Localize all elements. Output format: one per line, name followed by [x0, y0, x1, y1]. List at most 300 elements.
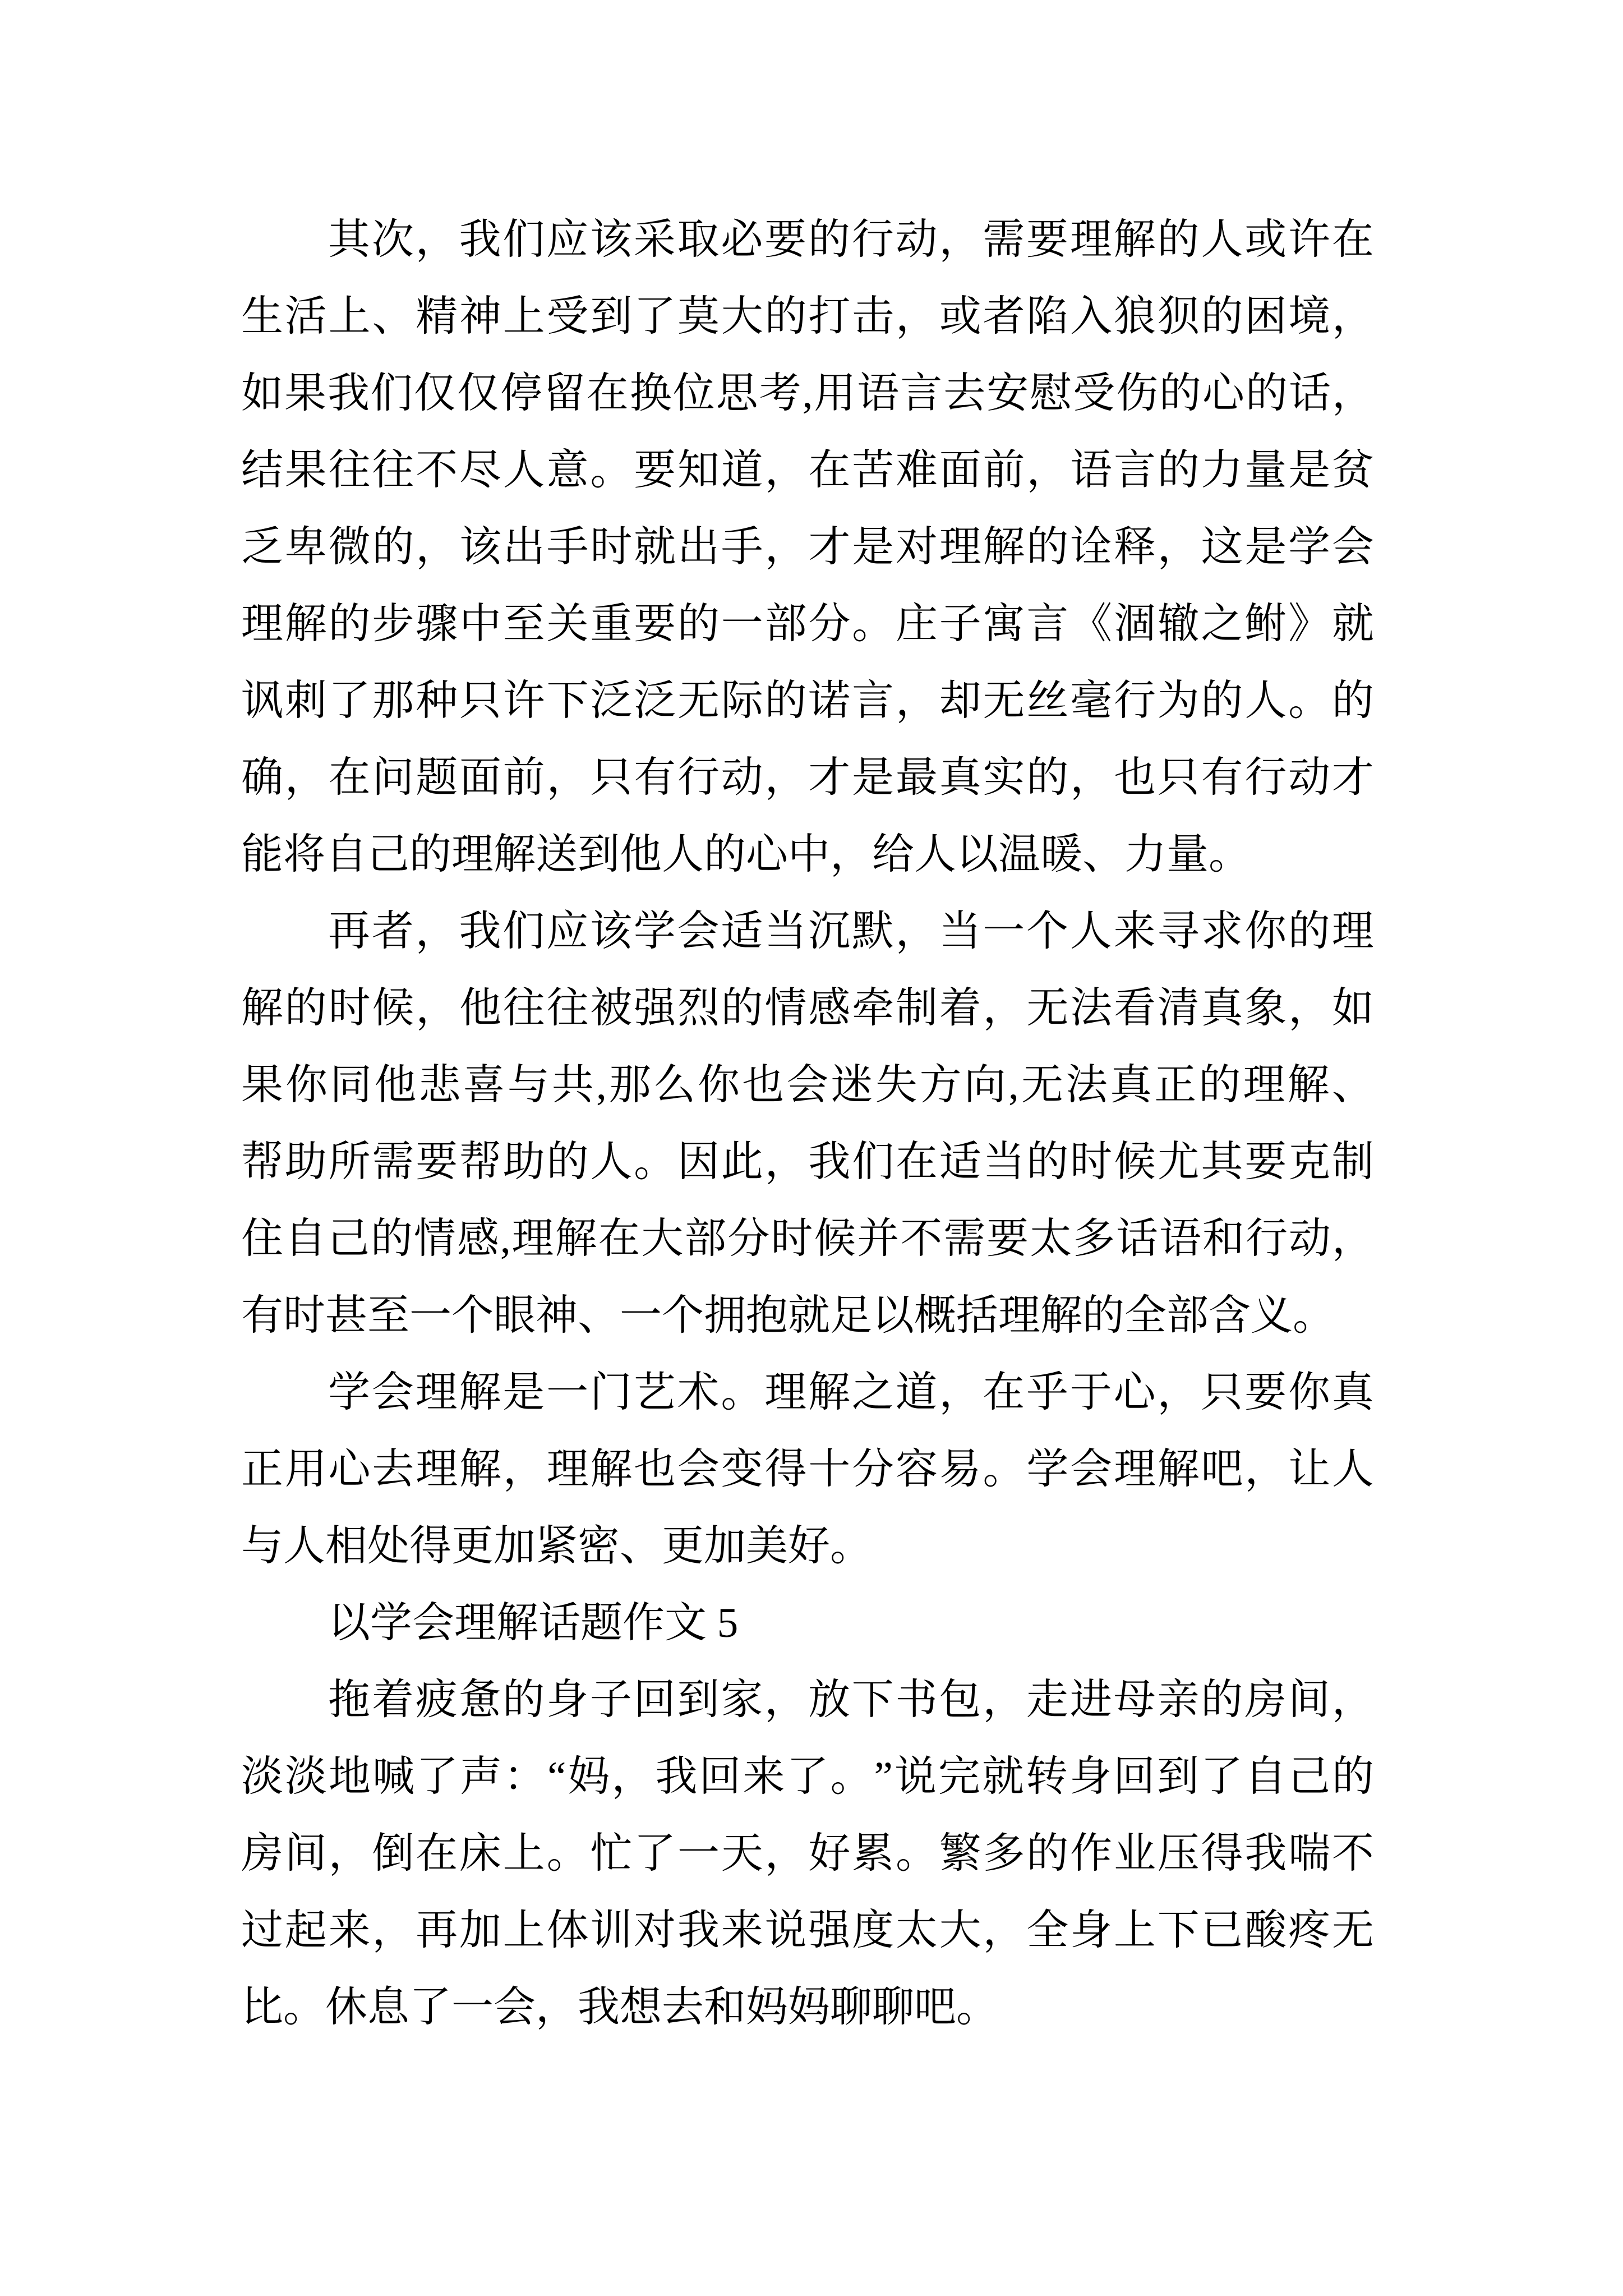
text-char: 在	[328, 754, 371, 801]
text-char: 行	[1245, 1216, 1288, 1262]
text-char: 法	[1070, 985, 1113, 1032]
text-char: 语	[1159, 1216, 1202, 1262]
text-char: ，	[1070, 754, 1113, 801]
text-char: 为	[1157, 678, 1200, 724]
text-char: 话	[1288, 370, 1331, 417]
text-char: 步	[372, 601, 414, 647]
text-char: 停	[500, 370, 542, 417]
text-char: 乏	[241, 524, 284, 570]
text-char: 该	[589, 908, 632, 955]
text-char: 太	[1030, 1216, 1072, 1262]
text-char: 会	[677, 1446, 720, 1493]
text-char: 伤	[1116, 370, 1159, 417]
text-char: 言	[852, 678, 895, 724]
text-char: 就	[981, 1754, 1024, 1800]
text-char: 的	[1026, 1139, 1069, 1185]
text-char: 情	[413, 1216, 456, 1262]
text-char: 当	[983, 1139, 1025, 1185]
text-char: 一	[721, 601, 763, 647]
text-char: 到	[1156, 1754, 1199, 1800]
text-char: 多	[983, 1830, 1025, 1877]
text-char: 解	[1287, 1062, 1330, 1108]
text-line	[241, 278, 1374, 355]
text-char: 理	[1113, 1446, 1156, 1493]
text-char: 的	[808, 217, 850, 263]
text-char: 天	[721, 1830, 763, 1877]
text-char: 言	[900, 370, 943, 417]
text-char: 身	[1070, 1907, 1113, 1954]
text-char: 再	[416, 1907, 458, 1954]
text-char: 用	[814, 370, 856, 417]
text-line	[241, 1738, 1374, 1815]
text-char: 该	[459, 524, 501, 570]
text-char: 人	[590, 1139, 633, 1185]
text-char: 转	[1025, 1754, 1068, 1800]
text-char: 寻	[1157, 908, 1200, 955]
text-char: 如	[241, 370, 284, 417]
text-char: ，	[983, 1677, 1025, 1723]
text-char: 人	[1244, 678, 1287, 724]
text-char: 到	[590, 293, 633, 340]
text-char: 的	[1201, 678, 1243, 724]
text-char: 么	[653, 1062, 695, 1108]
text-char: 至	[502, 601, 545, 647]
text-char: 你	[285, 1062, 328, 1108]
text-char: 是	[1244, 524, 1287, 570]
text-char: 助	[284, 1139, 327, 1185]
text-char: 道	[895, 1369, 938, 1416]
text-char: 的	[1201, 293, 1243, 340]
text-char: 帮	[241, 1139, 284, 1185]
text-char: 要	[764, 217, 807, 263]
text-char: 我	[677, 1907, 720, 1954]
text-char: 悲	[418, 1062, 461, 1108]
text-char: 在	[586, 370, 629, 417]
text-char: 要	[1026, 217, 1069, 263]
text-char: 精	[416, 293, 458, 340]
text-char: 下	[851, 1677, 894, 1723]
text-line	[241, 1047, 1374, 1124]
text-char: 人	[1069, 908, 1112, 955]
text-char: 真	[1110, 1062, 1152, 1108]
text-char: ，	[284, 754, 327, 801]
text-char: 无	[983, 678, 1025, 724]
text-char: ，	[372, 1907, 414, 1954]
text-char: “	[547, 1754, 566, 1800]
text-char: 动	[1288, 1216, 1331, 1262]
text-char: 来	[328, 1907, 371, 1954]
text-char: 才	[808, 524, 851, 570]
text-char: 的	[372, 524, 414, 570]
text-char: 在	[895, 1139, 938, 1185]
text-char: 受	[1073, 370, 1115, 417]
text-char: 果	[284, 447, 327, 494]
text-char: 实	[983, 754, 1025, 801]
text-char: 的	[1026, 754, 1069, 801]
text-char: 喜	[463, 1062, 505, 1108]
text-char: 要	[634, 601, 676, 647]
text-char: 往	[502, 985, 545, 1032]
text-char: 学	[328, 1369, 371, 1416]
text-char: 无	[677, 678, 720, 724]
text-char: 间	[1288, 1677, 1330, 1723]
text-char: 理	[1069, 217, 1112, 263]
text-char: 说	[764, 1907, 807, 1954]
text-char: 上	[502, 293, 545, 340]
text-line	[241, 509, 1374, 586]
text-char: 。	[590, 447, 633, 494]
text-char: ，	[764, 1677, 807, 1723]
text-char: 行	[1113, 678, 1156, 724]
text-char: 果	[284, 370, 326, 417]
text-char: 自	[1244, 1754, 1287, 1800]
text-char: 打	[808, 293, 851, 340]
text-char: 应	[546, 908, 589, 955]
text-char: ，	[983, 1907, 1025, 1954]
text-char: 需	[943, 1216, 986, 1262]
text-char: 行	[1244, 754, 1287, 801]
text-char: 你	[1244, 908, 1287, 955]
text-char: 淡	[285, 1754, 328, 1800]
text-char: 无	[1026, 985, 1069, 1032]
text-char: 十	[808, 1446, 851, 1493]
text-char: 法	[1065, 1062, 1108, 1108]
text-char: 清	[1157, 985, 1200, 1032]
text-line	[241, 1200, 1374, 1277]
text-char: 上	[502, 1907, 545, 1954]
text-char: 》	[1288, 601, 1331, 647]
text-char: 仅	[457, 370, 499, 417]
text-char: 往	[372, 447, 414, 494]
text-char: 、	[1331, 1062, 1374, 1108]
text-char: 身	[1069, 1754, 1112, 1800]
text-char: 贫	[1331, 447, 1374, 494]
text-char: 了	[786, 1754, 829, 1800]
text-char: 容	[895, 1446, 938, 1493]
text-char: 的	[502, 1677, 545, 1723]
text-char: 了	[416, 1754, 459, 1800]
text-char: 人	[502, 447, 545, 494]
text-char: 已	[1201, 1907, 1243, 1954]
text-char: 完	[938, 1754, 980, 1800]
text-char: 时	[328, 985, 371, 1032]
text-char: 者	[371, 908, 414, 955]
text-char: 的	[1288, 908, 1330, 955]
text-char: 的	[284, 985, 327, 1032]
text-char: 求	[1201, 908, 1243, 955]
text-char: 理	[939, 524, 981, 570]
text-char: 一	[546, 1369, 589, 1416]
text-char: 出	[502, 524, 545, 570]
text-line	[241, 1431, 1374, 1508]
text-char: 候	[814, 1216, 856, 1262]
text-char: 解	[1157, 1446, 1200, 1493]
text-char: 书	[895, 1677, 938, 1723]
text-char: 得	[1201, 1830, 1243, 1877]
text-char: 来	[743, 1754, 785, 1800]
text-char: 这	[1201, 524, 1243, 570]
text-char: ，	[416, 985, 458, 1032]
text-char: 释	[1113, 524, 1156, 570]
text-char: 大	[721, 293, 763, 340]
text-char: 生	[241, 293, 284, 340]
text-char: 多	[1073, 1216, 1115, 1262]
text-char: 地	[329, 1754, 371, 1800]
text-char: 当	[939, 908, 981, 955]
text-char: 苦	[852, 447, 895, 494]
text-char: 会	[1331, 524, 1374, 570]
text-char: 解	[459, 1369, 501, 1416]
text-char: 我	[327, 370, 370, 417]
text-char: 了	[634, 293, 676, 340]
text-char: 该	[589, 217, 632, 263]
text-char: 喘	[1288, 1830, 1331, 1877]
text-line: 以学会理解话题作文 5	[328, 1600, 739, 1646]
text-char: 困	[1244, 293, 1287, 340]
text-char: 无	[1331, 1907, 1374, 1954]
text-char: 作	[1070, 1830, 1113, 1877]
text-char: ,	[500, 1216, 511, 1262]
text-char: 候	[1113, 1139, 1156, 1185]
text-char: ，	[895, 908, 938, 955]
text-char: 也	[1113, 754, 1156, 801]
text-char: 种	[416, 678, 458, 724]
text-char: 疼	[1288, 1907, 1331, 1954]
text-char: 有	[1201, 754, 1243, 801]
text-char: ，	[1331, 370, 1374, 417]
text-char: ，	[764, 524, 807, 570]
text-char: ”	[874, 1754, 893, 1800]
text-char: 再	[328, 908, 371, 955]
text-char: 泛	[634, 678, 676, 724]
text-char: 此	[721, 1139, 763, 1185]
text-char: 安	[986, 370, 1029, 417]
text-line	[241, 893, 1374, 970]
text-char: 泛	[590, 678, 633, 724]
text-char: 同	[330, 1062, 372, 1108]
text-char: 毫	[1070, 678, 1113, 724]
text-char: ，	[1331, 1216, 1374, 1262]
text-char: 之	[851, 1369, 894, 1416]
text-char: 庄	[895, 601, 938, 647]
text-char: 上	[502, 1830, 545, 1877]
text-char: 讽	[241, 678, 284, 724]
text-char: 感	[808, 985, 851, 1032]
text-char: 所	[328, 1139, 371, 1185]
text-char: 起	[284, 1907, 327, 1954]
text-char: 尽	[459, 447, 501, 494]
text-char: 来	[721, 1907, 763, 1954]
text-char: 制	[895, 985, 938, 1032]
text-char: 击	[852, 293, 895, 340]
text-char: 去	[943, 370, 986, 417]
text-char: 们	[370, 370, 413, 417]
text-char: 神	[459, 293, 501, 340]
text-char: 学	[1026, 1446, 1069, 1493]
text-char: 的	[1157, 217, 1200, 263]
text-char: 到	[677, 1677, 720, 1723]
text-char: 理	[416, 1446, 458, 1493]
text-char: 。	[983, 1446, 1025, 1493]
text-char: 门	[589, 1369, 632, 1416]
text-char: 仅	[413, 370, 456, 417]
text-char: 大	[939, 1907, 981, 1954]
text-char: 者	[983, 293, 1025, 340]
text-char: 对	[895, 524, 938, 570]
text-char: 卑	[284, 524, 327, 570]
text-char: 情	[764, 985, 807, 1032]
text-char: 在	[1331, 217, 1374, 263]
text-char: 着	[371, 1677, 414, 1723]
text-char: 一	[983, 908, 1025, 955]
text-char: 的	[1331, 1754, 1374, 1800]
text-char: 中	[459, 601, 501, 647]
text-char: 解	[1113, 217, 1156, 263]
text-char: ，	[895, 293, 938, 340]
text-char: 看	[1113, 985, 1156, 1032]
text-char: ，	[1157, 524, 1200, 570]
text-char: ，	[1026, 447, 1069, 494]
text-char: 的	[764, 678, 807, 724]
text-char: 解	[241, 985, 284, 1032]
text-char: 知	[677, 447, 720, 494]
text-char: 们	[852, 1139, 895, 1185]
text-char: 才	[808, 754, 851, 801]
text-char: 只	[459, 678, 501, 724]
text-char: 不	[1331, 1830, 1374, 1877]
text-char: 说	[894, 1754, 937, 1800]
text-char: 重	[590, 601, 633, 647]
text-char: 真	[1201, 985, 1243, 1032]
text-char: 的	[546, 1139, 589, 1185]
text-char: 在	[598, 1216, 640, 1262]
text-char: 《	[1070, 601, 1113, 647]
text-char: 他	[459, 985, 501, 1032]
text-char: 需	[372, 1139, 414, 1185]
text-char: 忙	[590, 1830, 633, 1877]
text-char: 需	[983, 217, 1025, 263]
text-char: 无	[1021, 1062, 1063, 1108]
text-char: 。	[634, 1139, 676, 1185]
text-line	[241, 1662, 1374, 1738]
text-line	[241, 739, 1374, 816]
text-char: 。	[852, 601, 895, 647]
text-char: 心	[1202, 370, 1245, 417]
text-char: 时	[771, 1216, 813, 1262]
text-char: 尤	[1157, 1139, 1200, 1185]
text-char: 乎	[1026, 1369, 1069, 1416]
text-char: 上	[1113, 1907, 1156, 1954]
text-char: 次	[371, 217, 414, 263]
text-char: ，	[328, 1830, 371, 1877]
text-char: 和	[1202, 1216, 1245, 1262]
text-char: 下	[546, 678, 589, 724]
text-char: 当	[764, 908, 807, 955]
text-char: 行	[677, 754, 720, 801]
text-char: 克	[1288, 1139, 1331, 1185]
text-char: 包	[939, 1677, 981, 1723]
text-char: 惫	[459, 1677, 501, 1723]
text-char: 间	[284, 1830, 327, 1877]
text-char: 向	[963, 1062, 1006, 1108]
text-char: 的	[1331, 678, 1374, 724]
text-char: 的	[764, 293, 807, 340]
text-char: ，	[1157, 1369, 1200, 1416]
text-char: 着	[939, 985, 981, 1032]
text-char: 话	[1116, 1216, 1159, 1262]
text-char: ，	[939, 1369, 981, 1416]
text-char: 帮	[459, 1139, 501, 1185]
text-char: 全	[1026, 1907, 1069, 1954]
text-char: 许	[1288, 217, 1330, 263]
text-char: 就	[1331, 601, 1374, 647]
text-char: 大	[641, 1216, 684, 1262]
text-char: 。	[895, 1830, 938, 1877]
text-char: ，	[415, 908, 458, 955]
text-char: 的	[1026, 524, 1069, 570]
text-char: 失	[875, 1062, 917, 1108]
text-char: 强	[808, 1907, 851, 1954]
text-char: 解	[459, 1446, 501, 1493]
text-char: 时	[590, 524, 633, 570]
text-char: 候	[372, 985, 414, 1032]
text-char: 声	[460, 1754, 502, 1800]
text-char: ,	[802, 370, 813, 417]
text-char: 是	[502, 1369, 545, 1416]
text-char: 们	[502, 908, 545, 955]
text-char: 会	[786, 1062, 829, 1108]
text-char: ,	[1008, 1062, 1019, 1108]
text-char: 了	[328, 678, 371, 724]
text-char: 理	[415, 1369, 458, 1416]
text-char: 真	[939, 754, 981, 801]
text-char: ，	[983, 985, 1025, 1032]
text-char: 亲	[1157, 1677, 1200, 1723]
text-char: 最	[895, 754, 938, 801]
text-char: ,	[596, 1062, 607, 1108]
text-char: 解	[555, 1216, 597, 1262]
text-char: 。	[721, 1369, 763, 1416]
text-char: 解	[983, 524, 1025, 570]
text-char: 只	[590, 754, 633, 801]
text-char: 的	[677, 601, 720, 647]
text-char: 度	[852, 1907, 895, 1954]
text-char: 出	[677, 524, 720, 570]
text-char: 被	[590, 985, 633, 1032]
text-char: 活	[284, 293, 327, 340]
text-line: 与人相处得更加紧密、更加美好。	[241, 1523, 873, 1570]
text-line	[241, 355, 1374, 432]
text-char: 分	[727, 1216, 770, 1262]
text-char: 房	[241, 1830, 284, 1877]
text-char: 有	[634, 754, 676, 801]
text-char: 往	[546, 985, 589, 1032]
text-char: 淡	[241, 1754, 284, 1800]
text-char: 动	[895, 217, 938, 263]
text-line	[241, 662, 1374, 739]
text-char: 会	[1070, 1446, 1113, 1493]
text-char: 会	[371, 1369, 414, 1416]
text-char: 刺	[284, 678, 327, 724]
text-line	[241, 586, 1374, 662]
text-char: 来	[1113, 908, 1156, 955]
text-char: 分	[852, 1446, 895, 1493]
text-char: 要	[1244, 1369, 1287, 1416]
text-char: 我	[459, 908, 501, 955]
text-char: 喊	[372, 1754, 415, 1800]
text-char: 其	[1201, 1139, 1243, 1185]
text-char: 部	[764, 601, 807, 647]
